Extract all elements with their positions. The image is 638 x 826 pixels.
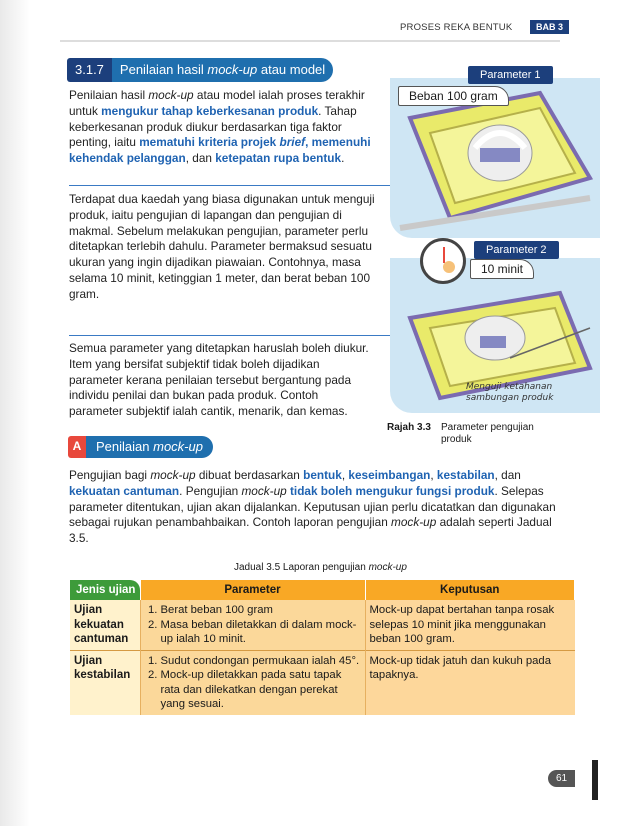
p1-text-a: Penilaian hasil — [69, 88, 149, 102]
paragraph-mockup — [69, 468, 574, 547]
p1-text-d: , dan — [185, 151, 216, 166]
p4-sep-c: , dan — [494, 468, 521, 482]
paragraph-intro — [69, 88, 374, 167]
row-type: Ujian kestabilan — [70, 650, 140, 715]
parameter-2-value: 10 minit — [470, 259, 534, 279]
subsection-title-text: Penilaian — [96, 439, 154, 454]
p4-italic-c: mock-up — [391, 515, 437, 530]
parameter-2-label: Parameter 2 — [474, 241, 559, 259]
subsection-title — [86, 436, 213, 458]
p4-italic-b: mock-up — [241, 483, 287, 498]
p4-text-b: dibuat berdasarkan — [195, 468, 304, 482]
page-edge-stripe — [592, 760, 598, 800]
table-header-row — [70, 580, 575, 600]
subsection-letter: A — [68, 436, 86, 458]
header-parameter: Parameter — [140, 580, 365, 600]
section-heading — [67, 58, 333, 82]
parameter-1-label: Parameter 1 — [468, 66, 553, 84]
p4-sep-b: , — [430, 468, 437, 482]
section-title-italic: mock-up — [207, 62, 258, 77]
p1-highlight-b: mematuhi kriteria projek — [139, 135, 280, 150]
section-title — [112, 58, 333, 82]
row-type: Ujian kekuatan cantuman — [70, 600, 140, 650]
p4-text-a: Pengujian bagi — [69, 468, 151, 482]
chapter-title: PROSES REKA BENTUK — [400, 22, 513, 33]
p1-highlight-c: , memenuhi kehendak pelanggan — [69, 135, 371, 166]
table-row — [70, 600, 575, 650]
p4-highlight-a: bentuk — [303, 468, 342, 482]
subsection-title-italic: mock-up — [153, 439, 203, 454]
p4-highlight-d: kekuatan cantuman — [69, 483, 180, 498]
header-divider — [60, 40, 560, 42]
p1-italic-a: mock-up — [148, 88, 194, 102]
p1-text-b: atau model ialah proses terakhir untuk — [69, 88, 365, 118]
p1-highlight-d: ketepatan rupa bentuk — [215, 151, 342, 166]
divider-line — [69, 185, 399, 186]
page-number: 61 — [548, 770, 575, 787]
p4-italic-a: mock-up — [150, 468, 196, 482]
param-item: 2. Masa beban diletakkan di dalam mock-up ialah 10 minit. — [161, 618, 361, 647]
paragraph-methods: Terdapat dua kaedah yang biasa digunakan untuk menguji produk, iaitu pengujian di lapangan dan pengujian di makmal. Sebelum melakukan pengujian, parameter perlu ditetapkan terlebih dahulu. Parameter bermaksud sesuatu ukuran yang ingin dijadikan piawaian. Contohnya, masa selama 10 minit, ketinggian 1 meter, dan berat beban 100 gram. — [69, 192, 375, 301]
figure-note: Menguji ketahanan sambungan produk — [466, 382, 554, 403]
p1-highlight-a: mengukur tahap keberkesanan produk — [101, 103, 319, 118]
figure-caption-text: Parameter pengujian produk — [441, 422, 534, 445]
table-caption — [234, 562, 407, 573]
row-params — [140, 600, 365, 650]
p4-text-d: . Selepas parameter ditentukan, ujian akan dijalankan. Keputusan ujian perlu dicatatkan dan digunakan sebagai rujukan penambahbaikan. Contoh laporan pengujian — [69, 483, 556, 530]
param-item: 2. Mock-up diletakkan pada satu tapak rata dan dilekatkan dengan perekat yang sesuai. — [161, 668, 361, 712]
row-result: Mock-up dapat bertahan tanpa rosak selepas 10 minit jika menggunakan beban 100 gram. — [365, 600, 575, 650]
subsection-heading — [68, 436, 213, 458]
divider-line — [69, 335, 399, 336]
test-report-table — [70, 580, 575, 715]
parameter-1-value: Beban 100 gram — [398, 86, 509, 106]
param-item: 1. Sudut condongan permukaan ialah 45°. — [161, 654, 361, 669]
paragraph-subjective: Semua parameter yang ditetapkan haruslah boleh diukur. Item yang bersifat subjektif tidak boleh dijadikan parameter kerana penilaian tersebut bergantung pada individu penilai dan bukan pada produk. Contoh parameter subjektif ialah cantik, menarik, dan kemas. — [69, 341, 369, 419]
row-result: Mock-up tidak jatuh dan kukuh pada tapaknya. — [365, 650, 575, 715]
section-title-text: Penilaian hasil — [119, 62, 208, 77]
p1-text-c: . Tahap keberkesanan produk diukur berdasarkan tiga faktor penting, iaitu — [69, 103, 357, 150]
p4-text-e: adalah seperti Jadual 3.5. — [69, 515, 552, 546]
figure-caption-number: Rajah 3.3 — [387, 422, 431, 433]
p4-highlight-b: keseimbangan — [348, 468, 431, 482]
p4-sep-a: , — [341, 468, 349, 482]
param-item: 1. Berat beban 100 gram — [161, 603, 361, 618]
row-params — [140, 650, 365, 715]
header-jenis-ujian: Jenis ujian — [70, 580, 140, 600]
p4-highlight-e: tidak boleh mengukur fungsi produk — [286, 483, 495, 498]
table-caption-italic: mock-up — [368, 562, 407, 573]
header-keputusan: Keputusan — [365, 580, 575, 600]
p4-highlight-c: kestabilan — [436, 468, 495, 482]
stopwatch-icon — [420, 238, 466, 284]
page-shadow — [0, 0, 30, 826]
section-title-end: atau model — [257, 62, 326, 77]
p4-text-c: . Pengujian — [179, 483, 242, 498]
table-row — [70, 650, 575, 715]
p1-highlight-italic: brief — [279, 135, 306, 150]
table-caption-text: Jadual 3.5 Laporan pengujian — [234, 562, 369, 573]
chapter-badge: BAB 3 — [530, 20, 569, 34]
p1-text-e: . — [341, 151, 345, 166]
section-number: 3.1.7 — [67, 58, 112, 82]
